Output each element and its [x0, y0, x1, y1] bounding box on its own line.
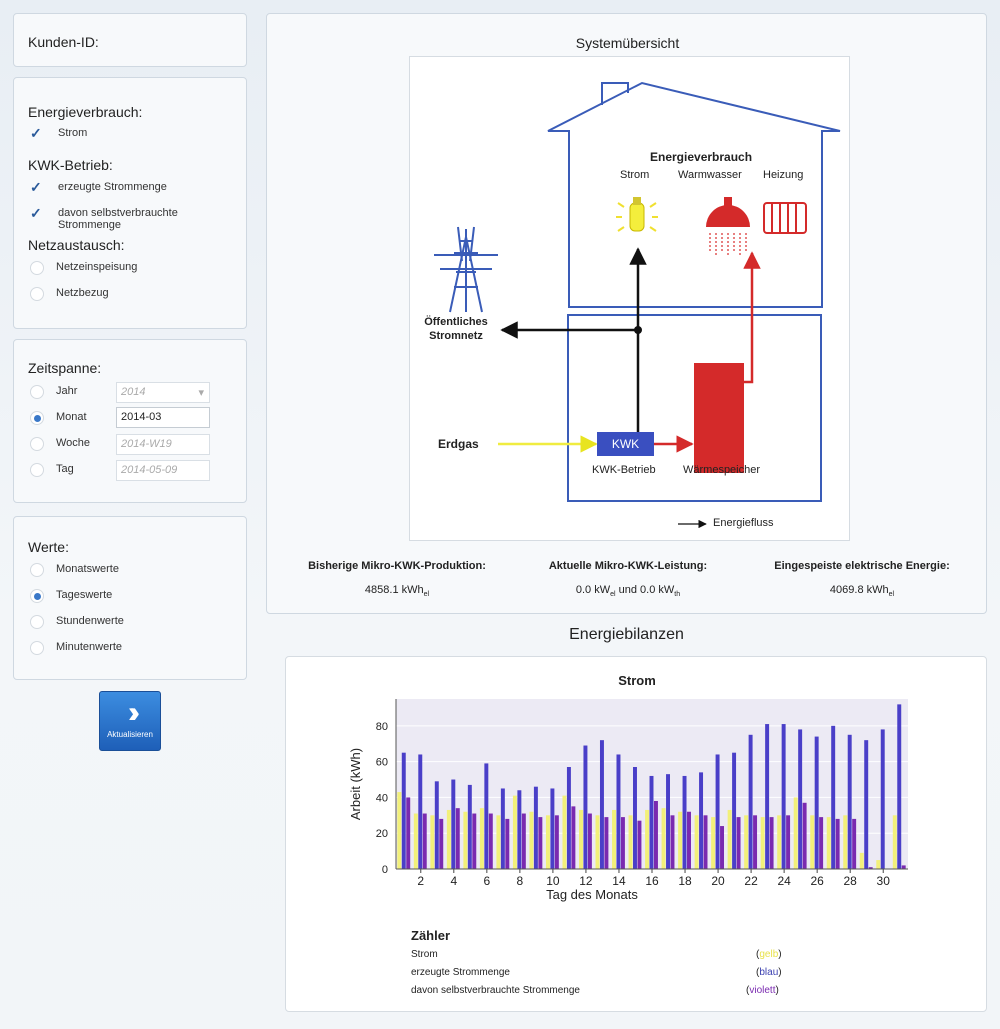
values-panel — [13, 516, 247, 680]
bar-strom — [843, 815, 847, 869]
bar-strom — [893, 815, 897, 869]
flow-legend-label: Energiefluss — [713, 517, 774, 529]
checkbox-strom[interactable] — [30, 127, 87, 141]
bar-selbst — [902, 865, 906, 869]
week-input[interactable]: 2014-W19 — [116, 434, 210, 455]
bar-erzeugt — [402, 753, 406, 869]
checkbox-erzeugt-label: erzeugte Strommenge — [58, 181, 167, 193]
option-einspeisung-label: Netzeinspeisung — [56, 261, 138, 273]
day-input[interactable]: 2014-05-09 — [116, 460, 210, 481]
bar-selbst — [852, 819, 856, 869]
bar-erzeugt — [831, 726, 835, 869]
year-select[interactable] — [116, 382, 210, 403]
bar-strom — [397, 792, 401, 869]
refresh-button[interactable] — [99, 691, 161, 751]
bar-selbst — [770, 817, 774, 869]
values-option-label: Monatswerte — [56, 563, 119, 575]
shower-icon — [706, 197, 750, 255]
bar-selbst — [687, 812, 691, 869]
bar-erzeugt — [484, 763, 488, 869]
stat-production — [287, 560, 507, 598]
option-bezug[interactable] — [30, 287, 109, 301]
checkmark-icon: ✓ — [30, 179, 42, 195]
radio-button[interactable] — [30, 641, 44, 655]
bar-selbst — [472, 814, 476, 869]
overview-panel — [266, 13, 987, 614]
bar-selbst — [670, 815, 674, 869]
bar-selbst — [555, 815, 559, 869]
flow-heat-red — [743, 253, 752, 382]
timespan-row-day[interactable] — [30, 463, 74, 477]
bar-selbst — [704, 815, 708, 869]
bar-erzeugt — [650, 776, 654, 869]
stat-feedin-unit-sub: el — [888, 591, 895, 599]
bar-selbst — [538, 817, 542, 869]
option-bezug-label: Netzbezug — [56, 287, 109, 299]
checkmark-icon: ✓ — [30, 205, 42, 221]
balance-title: Energiebilanzen — [569, 626, 684, 643]
bar-selbst — [654, 801, 658, 869]
bar-strom — [480, 808, 484, 869]
legend-color-gelb: (gelb) — [756, 949, 782, 960]
bar-selbst — [836, 819, 840, 869]
month-input[interactable]: 2014-03 — [116, 407, 210, 428]
checkmark-icon: ✓ — [30, 125, 42, 141]
bar-erzeugt — [881, 729, 885, 869]
stat-feedin-number: 4069.8 kWh — [829, 584, 889, 596]
bar-erzeugt — [633, 767, 637, 869]
x-tick-label: 24 — [777, 874, 791, 888]
bar-strom — [629, 815, 633, 869]
legend-color-word: gelb — [759, 949, 779, 960]
heizung-label: Heizung — [763, 169, 804, 181]
chart-title: Strom — [618, 673, 656, 688]
radio-button-selected[interactable] — [30, 411, 44, 425]
bar-strom — [529, 812, 533, 869]
bar-erzeugt — [435, 781, 439, 869]
bar-erzeugt — [848, 735, 852, 869]
customer-panel — [13, 13, 247, 67]
stat-feedin — [747, 560, 977, 598]
bar-erzeugt — [534, 787, 538, 869]
bar-erzeugt — [782, 724, 786, 869]
x-tick-label: 26 — [810, 874, 824, 888]
consumption-label: Energieverbrauch — [650, 150, 753, 164]
bar-erzeugt — [699, 772, 703, 869]
x-tick-label: 28 — [843, 874, 857, 888]
bar-erzeugt — [749, 735, 753, 869]
bar-strom — [596, 815, 600, 869]
timespan-month-label: Monat — [56, 411, 87, 423]
stat-production-number: 4858.1 kWh — [364, 584, 424, 596]
bar-selbst — [753, 815, 757, 869]
bar-strom — [496, 815, 500, 869]
bar-strom — [414, 814, 418, 869]
system-diagram — [409, 56, 850, 541]
bar-erzeugt — [517, 790, 521, 869]
x-tick-label: 20 — [711, 874, 725, 888]
stat-power-unit-sub2: th — [674, 591, 681, 599]
timespan-heading: Zeitspanne: — [28, 360, 102, 376]
light-bulb-icon — [616, 197, 658, 231]
bar-strom — [678, 812, 682, 869]
y-axis-label: Arbeit (kWh) — [348, 747, 363, 821]
radio-button[interactable] — [30, 615, 44, 629]
bar-selbst — [720, 826, 724, 869]
bar-erzeugt — [616, 754, 620, 869]
grid-label-line1: Öffentliches — [424, 316, 488, 328]
chart-panel — [285, 656, 987, 1012]
bar-strom — [761, 817, 765, 869]
bar-erzeugt — [683, 776, 687, 869]
values-heading: Werte: — [28, 539, 69, 555]
y-tick-label: 0 — [381, 864, 388, 876]
bar-strom — [562, 796, 566, 869]
stat-feedin-label: Eingespeiste elektrische Energie: — [774, 560, 950, 572]
bar-selbst — [737, 817, 741, 869]
junction-dot — [634, 326, 642, 334]
bar-strom — [794, 797, 798, 869]
stat-power-unit-sub: el — [610, 591, 616, 599]
bar-strom — [744, 815, 748, 869]
values-option-minute[interactable] — [30, 641, 122, 655]
bar-erzeugt — [732, 753, 736, 869]
bar-selbst — [571, 806, 575, 869]
radio-button[interactable] — [30, 437, 44, 451]
bar-strom — [777, 815, 781, 869]
bar-strom — [463, 812, 467, 869]
checkbox-selbst-label — [58, 207, 178, 231]
stat-power-suffix: und 0.0 kW — [615, 584, 675, 596]
stat-feedin-value — [747, 584, 977, 598]
x-tick-label: 2 — [417, 874, 425, 888]
y-tick-label: 60 — [375, 756, 388, 769]
x-tick-label: 30 — [876, 874, 890, 888]
bar-strom — [645, 810, 649, 869]
bar-strom — [513, 796, 517, 869]
bar-strom — [546, 815, 550, 869]
refresh-button-label: Aktualisieren — [107, 730, 153, 739]
radio-button[interactable] — [30, 261, 44, 275]
y-tick-label: 20 — [375, 828, 388, 841]
stat-power-number: 0.0 kW — [575, 584, 611, 596]
stat-production-unit-sub: el — [423, 591, 430, 599]
bar-selbst — [423, 814, 427, 869]
legend-title: Zähler — [411, 928, 451, 943]
bar-erzeugt — [418, 754, 422, 869]
x-tick-label: 18 — [678, 874, 692, 888]
bar-strom — [430, 815, 434, 869]
bar-erzeugt — [765, 724, 769, 869]
values-option-label: Tageswerte — [56, 589, 113, 601]
radio-button[interactable] — [30, 463, 44, 477]
bar-selbst — [637, 821, 641, 869]
bar-erzeugt — [501, 788, 505, 869]
bar-selbst — [406, 797, 410, 869]
grid-label — [416, 315, 496, 343]
legend-color-blau: (blau) — [756, 967, 782, 978]
bar-strom — [447, 810, 451, 869]
legend-row-selbst: davon selbstverbrauchte Strommenge — [411, 985, 580, 996]
timespan-row-month[interactable] — [30, 411, 87, 425]
overview-title: Systemübersicht — [575, 35, 680, 51]
bar-erzeugt — [864, 740, 868, 869]
stat-power — [523, 560, 733, 598]
power-pylon-icon — [434, 227, 498, 312]
house-outline — [548, 83, 840, 307]
checkbox-erzeugt[interactable] — [30, 181, 167, 195]
checkbox-selbst-line2: Strommenge — [58, 219, 121, 231]
bar-selbst — [604, 817, 608, 869]
stat-production-value — [287, 584, 507, 598]
checkbox-strom-label: Strom — [58, 127, 88, 139]
values-option-label: Minutenwerte — [56, 641, 123, 653]
bar-strom — [728, 810, 732, 869]
stat-production-label: Bisherige Mikro-KWK-Produktion: — [308, 560, 486, 572]
bar-selbst — [819, 817, 823, 869]
x-tick-label: 16 — [645, 874, 659, 888]
values-option-hour[interactable] — [30, 615, 124, 629]
heat-storage — [694, 363, 744, 473]
bar-erzeugt — [451, 780, 455, 869]
legend-color-violett: (violett) — [746, 985, 779, 996]
timespan-panel — [13, 339, 247, 503]
bar-erzeugt — [468, 785, 472, 869]
values-option-month[interactable] — [30, 563, 119, 577]
bar-strom — [876, 860, 880, 869]
bar-strom — [827, 817, 831, 869]
speicher-label: Wärmespeicher — [683, 464, 761, 476]
bar-erzeugt — [600, 740, 604, 869]
customer-id-label: Kunden-ID: — [28, 34, 99, 50]
bar-erzeugt — [798, 729, 802, 869]
erdgas-label: Erdgas — [438, 437, 479, 451]
checkbox-selbst[interactable] — [30, 207, 178, 231]
bar-erzeugt — [716, 754, 720, 869]
y-tick-label: 80 — [375, 720, 388, 733]
chart-svg — [286, 687, 988, 947]
bar-selbst — [588, 814, 592, 869]
x-tick-label: 6 — [483, 874, 491, 888]
chevron-down-icon: ▾ — [198, 387, 204, 399]
bar-selbst — [621, 817, 625, 869]
bar-strom — [810, 815, 814, 869]
bar-strom — [711, 817, 715, 869]
timespan-row-week[interactable] — [30, 437, 90, 451]
x-tick-label: 22 — [744, 874, 758, 888]
x-axis-label: Tag des Monats — [546, 887, 638, 902]
x-tick-label: 10 — [546, 874, 560, 888]
bar-erzeugt — [666, 774, 670, 869]
legend-row-erzeugt: erzeugte Strommenge — [411, 967, 510, 978]
bar-selbst — [803, 803, 807, 869]
bar-selbst — [456, 808, 460, 869]
bar-selbst — [505, 819, 509, 869]
legend-color-word: blau — [759, 967, 779, 978]
double-chevron-right-icon: ›› — [128, 696, 132, 729]
netz-heading: Netzaustausch: — [28, 237, 125, 253]
energy-consumption-heading: Energieverbrauch: — [28, 104, 143, 120]
filter-panel — [13, 77, 247, 329]
timespan-week-label: Woche — [56, 437, 91, 449]
bar-strom — [612, 810, 616, 869]
stat-power-value — [523, 584, 733, 598]
radio-button-selected[interactable] — [30, 589, 44, 603]
bar-strom — [860, 853, 864, 869]
option-einspeisung[interactable] — [30, 261, 137, 275]
bar-erzeugt — [897, 704, 901, 869]
legend-color-word: violett — [749, 985, 776, 996]
radio-button[interactable] — [30, 287, 44, 301]
kwk-betrieb-label: KWK-Betrieb — [592, 464, 656, 476]
bar-strom — [695, 815, 699, 869]
bar-erzeugt — [583, 746, 587, 869]
x-tick-label: 14 — [612, 874, 626, 888]
warmwasser-label: Warmwasser — [678, 169, 742, 181]
timespan-year-label: Jahr — [56, 385, 78, 397]
x-tick-label: 8 — [516, 874, 524, 888]
bar-selbst — [786, 815, 790, 869]
bar-strom — [662, 808, 666, 869]
y-tick-label: 40 — [375, 792, 388, 805]
bar-selbst — [439, 819, 443, 869]
stat-power-label: Aktuelle Mikro-KWK-Leistung: — [548, 560, 708, 572]
bar-erzeugt — [550, 788, 554, 869]
strom-icon-label: Strom — [620, 169, 650, 181]
values-option-day[interactable] — [30, 589, 112, 603]
bar-erzeugt — [567, 767, 571, 869]
timespan-row-year[interactable] — [30, 385, 77, 399]
values-option-label: Stundenwerte — [56, 615, 124, 627]
bar-selbst — [489, 814, 493, 869]
x-tick-label: 12 — [579, 874, 593, 888]
legend-row-strom: Strom — [411, 949, 438, 960]
year-select-value: 2014 — [121, 386, 146, 398]
radiator-icon — [764, 203, 806, 233]
bar-strom — [579, 810, 583, 869]
x-tick-label: 4 — [450, 874, 458, 888]
bar-erzeugt — [815, 737, 819, 869]
kwk-heading: KWK-Betrieb: — [28, 157, 113, 173]
timespan-day-label: Tag — [56, 463, 74, 475]
radio-button[interactable] — [30, 385, 44, 399]
kwk-unit-label: KWK — [611, 437, 640, 451]
grid-label-line2: Stromnetz — [429, 330, 483, 342]
checkbox-selbst-line1: davon selbstverbrauchte — [58, 207, 178, 219]
bar-selbst — [522, 814, 526, 869]
radio-button[interactable] — [30, 563, 44, 577]
